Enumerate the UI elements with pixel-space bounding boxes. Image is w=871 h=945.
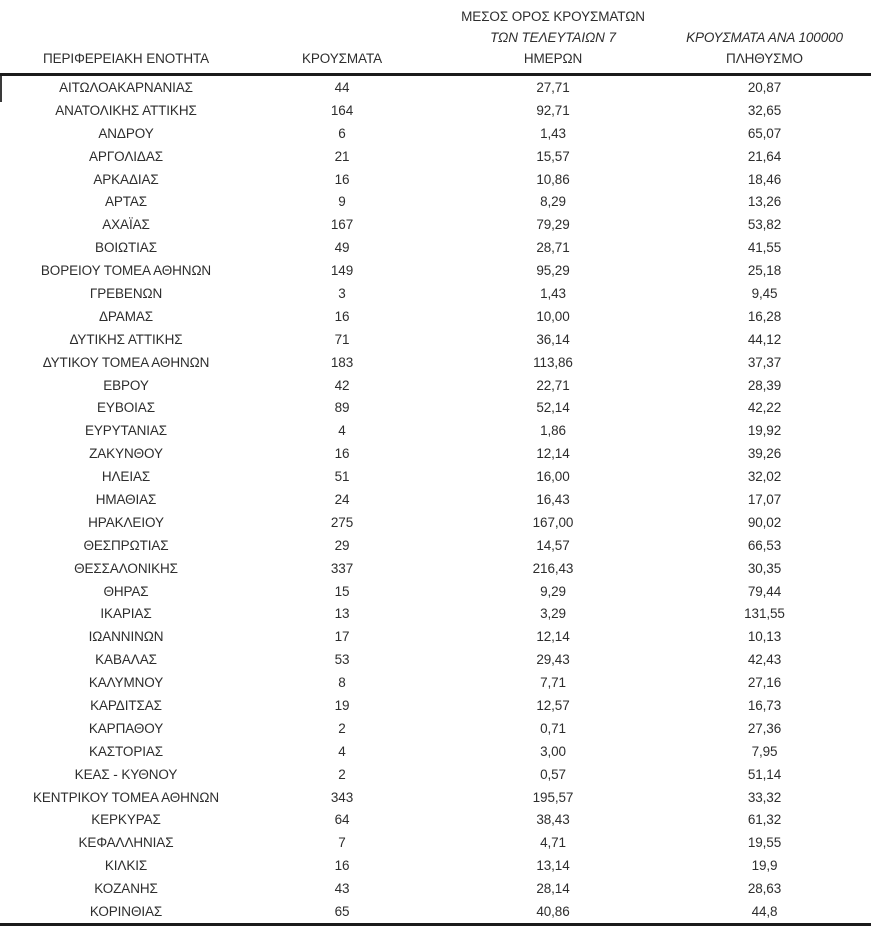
avg-7day-cell: 52,14 (536, 400, 570, 416)
cases-cell: 4 (338, 423, 346, 439)
cases-cell: 15 (334, 583, 350, 599)
per-100k-cell: 17,07 (747, 491, 782, 507)
per-100k-cell: 79,44 (747, 583, 782, 599)
region-cell: ΚΕΑΣ - ΚΥΘΝΟΥ (74, 766, 178, 782)
region-cell: ΒΟΡΕΙΟΥ ΤΟΜΕΑ ΑΘΗΝΩΝ (40, 263, 212, 279)
column-header-cases-label: ΚΡΟΥΣΜΑΤΑ (301, 51, 383, 66)
per-100k-cell: 10,13 (747, 629, 782, 645)
table-header (0, 6, 871, 75)
table-row (0, 831, 871, 854)
avg-7day-cell: 92,71 (536, 102, 570, 118)
cases-cell: 183 (330, 354, 354, 370)
per-100k-cell: 7,95 (751, 743, 778, 759)
cases-cell: 16 (334, 171, 350, 187)
cases-cell: 16 (334, 858, 350, 874)
per-100k-cell: 39,26 (747, 446, 782, 462)
avg-7day-cell: 27,71 (536, 79, 570, 95)
region-cell: ΚΑΒΑΛΑΣ (95, 652, 157, 668)
avg-7day-cell: 79,29 (536, 217, 570, 233)
cases-cell: 275 (330, 514, 354, 530)
table-row (0, 854, 871, 877)
per-100k-cell: 32,65 (747, 102, 782, 118)
cases-cell: 89 (334, 400, 350, 416)
table-row (0, 580, 871, 603)
region-cell: ΚΟΖΑΝΗΣ (94, 881, 158, 897)
table-header-row (0, 6, 871, 75)
per-100k-cell: 33,32 (747, 789, 782, 805)
per-100k-cell: 28,63 (747, 881, 782, 897)
per-100k-cell: 42,22 (747, 400, 782, 416)
table-row (0, 488, 871, 511)
region-cell: ΘΗΡΑΣ (103, 583, 149, 599)
cases-cell: 65 (334, 904, 350, 919)
avg-7day-cell: 36,14 (536, 331, 570, 347)
avg-7day-cell: 28,71 (536, 240, 570, 256)
cases-cell: 49 (334, 240, 350, 256)
cases-cell: 17 (334, 629, 350, 645)
region-cell: ΔΡΑΜΑΣ (98, 308, 154, 324)
table-row (0, 145, 871, 168)
avg-7day-cell: 12,57 (536, 697, 570, 713)
region-cell: ΑΙΤΩΛΟΑΚΑΡΝΑΝΙΑΣ (59, 79, 193, 95)
region-cell: ΒΟΙΩΤΙΑΣ (95, 240, 157, 256)
table-row (0, 717, 871, 740)
cases-cell: 2 (338, 766, 346, 782)
avg-7day-cell: 28,14 (536, 881, 570, 897)
column-header-per-100k-line1: ΚΡΟΥΣΜΑΤΑ ΑΝΑ 100000 (686, 30, 843, 45)
per-100k-cell: 41,55 (747, 240, 782, 256)
avg-7day-cell: 95,29 (536, 263, 570, 279)
column-header-region-label: ΠΕΡΙΦΕΡΕΙΑΚΗ ΕΝΟΤΗΤΑ (42, 51, 210, 66)
cases-cell: 44 (334, 79, 350, 95)
cases-cell: 8 (338, 675, 346, 691)
per-100k-cell: 61,32 (747, 812, 782, 828)
column-header-per-100k (658, 6, 871, 75)
table-row (0, 786, 871, 809)
region-cell: ΚΙΛΚΙΣ (104, 858, 148, 874)
table-row (0, 213, 871, 236)
cases-cell: 4 (338, 743, 346, 759)
per-100k-cell: 90,02 (747, 514, 782, 530)
avg-7day-cell: 113,86 (533, 354, 573, 370)
avg-7day-cell: 1,43 (540, 285, 566, 301)
table-row (0, 900, 871, 924)
region-cell: ΚΕΝΤΡΙΚΟΥ ΤΟΜΕΑ ΑΘΗΝΩΝ (32, 789, 220, 805)
avg-7day-cell: 3,29 (540, 606, 566, 622)
per-100k-cell: 42,43 (747, 652, 782, 668)
avg-7day-cell: 167,00 (532, 514, 574, 530)
cases-cell: 16 (334, 308, 350, 324)
region-cell: ΖΑΚΥΝΘΟΥ (89, 446, 163, 462)
avg-7day-cell: 216,43 (532, 560, 574, 576)
left-border-fragment (0, 76, 2, 102)
avg-7day-cell: 10,00 (536, 308, 570, 324)
region-cell: ΚΕΡΚΥΡΑΣ (91, 812, 161, 828)
cases-cell: 21 (334, 148, 350, 164)
region-cell: ΚΟΡΙΝΘΙΑΣ (89, 904, 163, 919)
per-100k-cell: 28,39 (747, 377, 782, 393)
per-100k-cell: 131,55 (744, 606, 785, 622)
cases-cell: 29 (334, 537, 350, 553)
per-100k-cell: 53,82 (747, 217, 782, 233)
per-100k-cell: 44,12 (747, 331, 782, 347)
region-cell: ΚΑΣΤΟΡΙΑΣ (88, 743, 164, 759)
table-row (0, 190, 871, 213)
table-row (0, 396, 871, 419)
per-100k-cell: 30,35 (747, 560, 782, 576)
cases-by-region-table (0, 6, 871, 926)
region-cell: ΑΝΔΡΟΥ (98, 125, 154, 141)
cases-cell: 2 (338, 720, 346, 736)
table-row (0, 282, 871, 305)
per-100k-cell: 20,87 (747, 79, 782, 95)
table-row (0, 809, 871, 832)
table-row (0, 442, 871, 465)
avg-7day-cell: 15,57 (536, 148, 570, 164)
column-header-cases (236, 6, 448, 75)
cases-cell: 6 (338, 125, 346, 141)
per-100k-cell: 66,53 (747, 537, 782, 553)
table-body (0, 75, 871, 925)
cases-cell: 149 (330, 263, 354, 279)
cases-cell: 7 (338, 835, 346, 851)
region-cell: ΕΒΡΟΥ (103, 377, 149, 393)
region-cell: ΚΑΛΥΜΝΟΥ (88, 675, 164, 691)
per-100k-cell: 19,55 (747, 835, 782, 851)
avg-7day-cell: 12,14 (536, 629, 570, 645)
avg-7day-cell: 1,43 (540, 125, 566, 141)
per-100k-cell: 65,07 (747, 125, 782, 141)
column-header-avg-7day-line1: ΜΕΣΟΣ ΟΡΟΣ ΚΡΟΥΣΜΑΤΩΝ (461, 9, 645, 24)
per-100k-cell: 19,9 (751, 858, 778, 874)
region-cell: ΘΕΣΣΑΛΟΝΙΚΗΣ (74, 560, 178, 576)
cases-cell: 43 (334, 881, 350, 897)
avg-7day-cell: 0,57 (540, 766, 566, 782)
table-row (0, 602, 871, 625)
table-row (0, 75, 871, 99)
cases-cell: 337 (330, 560, 354, 576)
cases-cell: 64 (334, 812, 350, 828)
cases-cell: 13 (334, 606, 350, 622)
table-row (0, 305, 871, 328)
avg-7day-cell: 29,43 (536, 652, 570, 668)
table-row (0, 671, 871, 694)
avg-7day-cell: 9,29 (540, 583, 566, 599)
region-cell: ΑΝΑΤΟΛΙΚΗΣ ΑΤΤΙΚΗΣ (55, 102, 197, 118)
table-row (0, 648, 871, 671)
column-header-per-100k-line2: ΠΛΗΘΥΣΜΟ (726, 51, 803, 66)
per-100k-cell: 27,36 (747, 720, 782, 736)
avg-7day-cell: 13,14 (536, 858, 570, 874)
avg-7day-cell: 14,57 (536, 537, 570, 553)
cases-cell: 16 (334, 446, 350, 462)
region-cell: ΙΚΑΡΙΑΣ (100, 606, 152, 622)
cases-cell: 167 (330, 217, 354, 233)
region-cell: ΑΡΤΑΣ (104, 194, 148, 210)
avg-7day-cell: 8,29 (540, 194, 566, 210)
per-100k-cell: 13,26 (747, 194, 782, 210)
cases-cell: 9 (338, 194, 346, 210)
avg-7day-cell: 38,43 (536, 812, 570, 828)
table-row (0, 236, 871, 259)
avg-7day-cell: 0,71 (540, 720, 566, 736)
per-100k-cell: 21,64 (747, 148, 782, 164)
cases-cell: 71 (334, 331, 350, 347)
avg-7day-cell: 12,14 (536, 446, 570, 462)
region-cell: ΑΡΚΑΔΙΑΣ (93, 171, 159, 187)
region-cell: ΔΥΤΙΚΟΥ ΤΟΜΕΑ ΑΘΗΝΩΝ (42, 354, 210, 370)
avg-7day-cell: 22,71 (536, 377, 570, 393)
table-row (0, 763, 871, 786)
cases-cell: 19 (334, 697, 350, 713)
table-row (0, 694, 871, 717)
per-100k-cell: 51,14 (747, 766, 782, 782)
column-header-region (0, 6, 236, 75)
avg-7day-cell: 195,57 (532, 789, 574, 805)
cases-cell: 164 (330, 102, 354, 118)
cases-cell: 343 (330, 789, 354, 805)
table-row (0, 122, 871, 145)
avg-7day-cell: 4,71 (540, 835, 566, 851)
cases-cell: 3 (338, 285, 346, 301)
table-row (0, 465, 871, 488)
table-row (0, 877, 871, 900)
cases-cell: 24 (334, 491, 350, 507)
per-100k-cell: 25,18 (747, 263, 782, 279)
table-row (0, 740, 871, 763)
avg-7day-cell: 1,86 (540, 423, 566, 439)
region-cell: ΕΥΡΥΤΑΝΙΑΣ (84, 423, 168, 439)
table-row (0, 419, 871, 442)
region-cell: ΑΧΑΪΑΣ (102, 217, 150, 233)
region-cell: ΙΩΑΝΝΙΝΩΝ (88, 629, 164, 645)
table-row (0, 511, 871, 534)
per-100k-cell: 18,46 (747, 171, 782, 187)
table-row (0, 557, 871, 580)
region-cell: ΗΡΑΚΛΕΙΟΥ (88, 514, 164, 530)
cases-cell: 53 (334, 652, 350, 668)
table-row (0, 374, 871, 397)
region-cell: ΚΑΡΔΙΤΣΑΣ (90, 697, 162, 713)
table-row (0, 168, 871, 191)
per-100k-cell: 32,02 (747, 469, 782, 485)
table-row (0, 259, 871, 282)
region-cell: ΚΕΦΑΛΛΗΝΙΑΣ (78, 835, 174, 851)
cases-cell: 51 (334, 469, 350, 485)
region-cell: ΕΥΒΟΙΑΣ (97, 400, 155, 416)
column-header-avg-7day-line2: ΤΩΝ ΤΕΛΕΥΤΑΙΩΝ 7 (490, 30, 616, 45)
avg-7day-cell: 3,00 (540, 743, 566, 759)
avg-7day-cell: 16,43 (536, 491, 570, 507)
region-cell: ΑΡΓΟΛΙΔΑΣ (89, 148, 163, 164)
avg-7day-cell: 16,00 (536, 469, 570, 485)
table-row (0, 328, 871, 351)
table-row (0, 351, 871, 374)
per-100k-cell: 9,45 (751, 285, 778, 301)
region-cell: ΗΛΕΙΑΣ (101, 469, 151, 485)
table-row (0, 625, 871, 648)
cases-cell: 42 (334, 377, 350, 393)
column-header-avg-7day-line3: ΗΜΕΡΩΝ (523, 51, 583, 66)
region-cell: ΔΥΤΙΚΗΣ ΑΤΤΙΚΗΣ (69, 331, 183, 347)
table-row (0, 99, 871, 122)
per-100k-cell: 44,8 (751, 904, 778, 919)
region-cell: ΘΕΣΠΡΩΤΙΑΣ (83, 537, 169, 553)
per-100k-cell: 19,92 (747, 423, 782, 439)
region-cell: ΗΜΑΘΙΑΣ (95, 491, 157, 507)
avg-7day-cell: 40,86 (536, 904, 570, 919)
per-100k-cell: 27,16 (747, 675, 782, 691)
region-cell: ΚΑΡΠΑΘΟΥ (88, 720, 164, 736)
per-100k-cell: 37,37 (747, 354, 782, 370)
avg-7day-cell: 7,71 (540, 675, 566, 691)
per-100k-cell: 16,28 (747, 308, 782, 324)
table-row (0, 534, 871, 557)
per-100k-cell: 16,73 (747, 697, 782, 713)
avg-7day-cell: 10,86 (536, 171, 570, 187)
region-cell: ΓΡΕΒΕΝΩΝ (89, 285, 163, 301)
column-header-avg-7day (448, 6, 658, 75)
